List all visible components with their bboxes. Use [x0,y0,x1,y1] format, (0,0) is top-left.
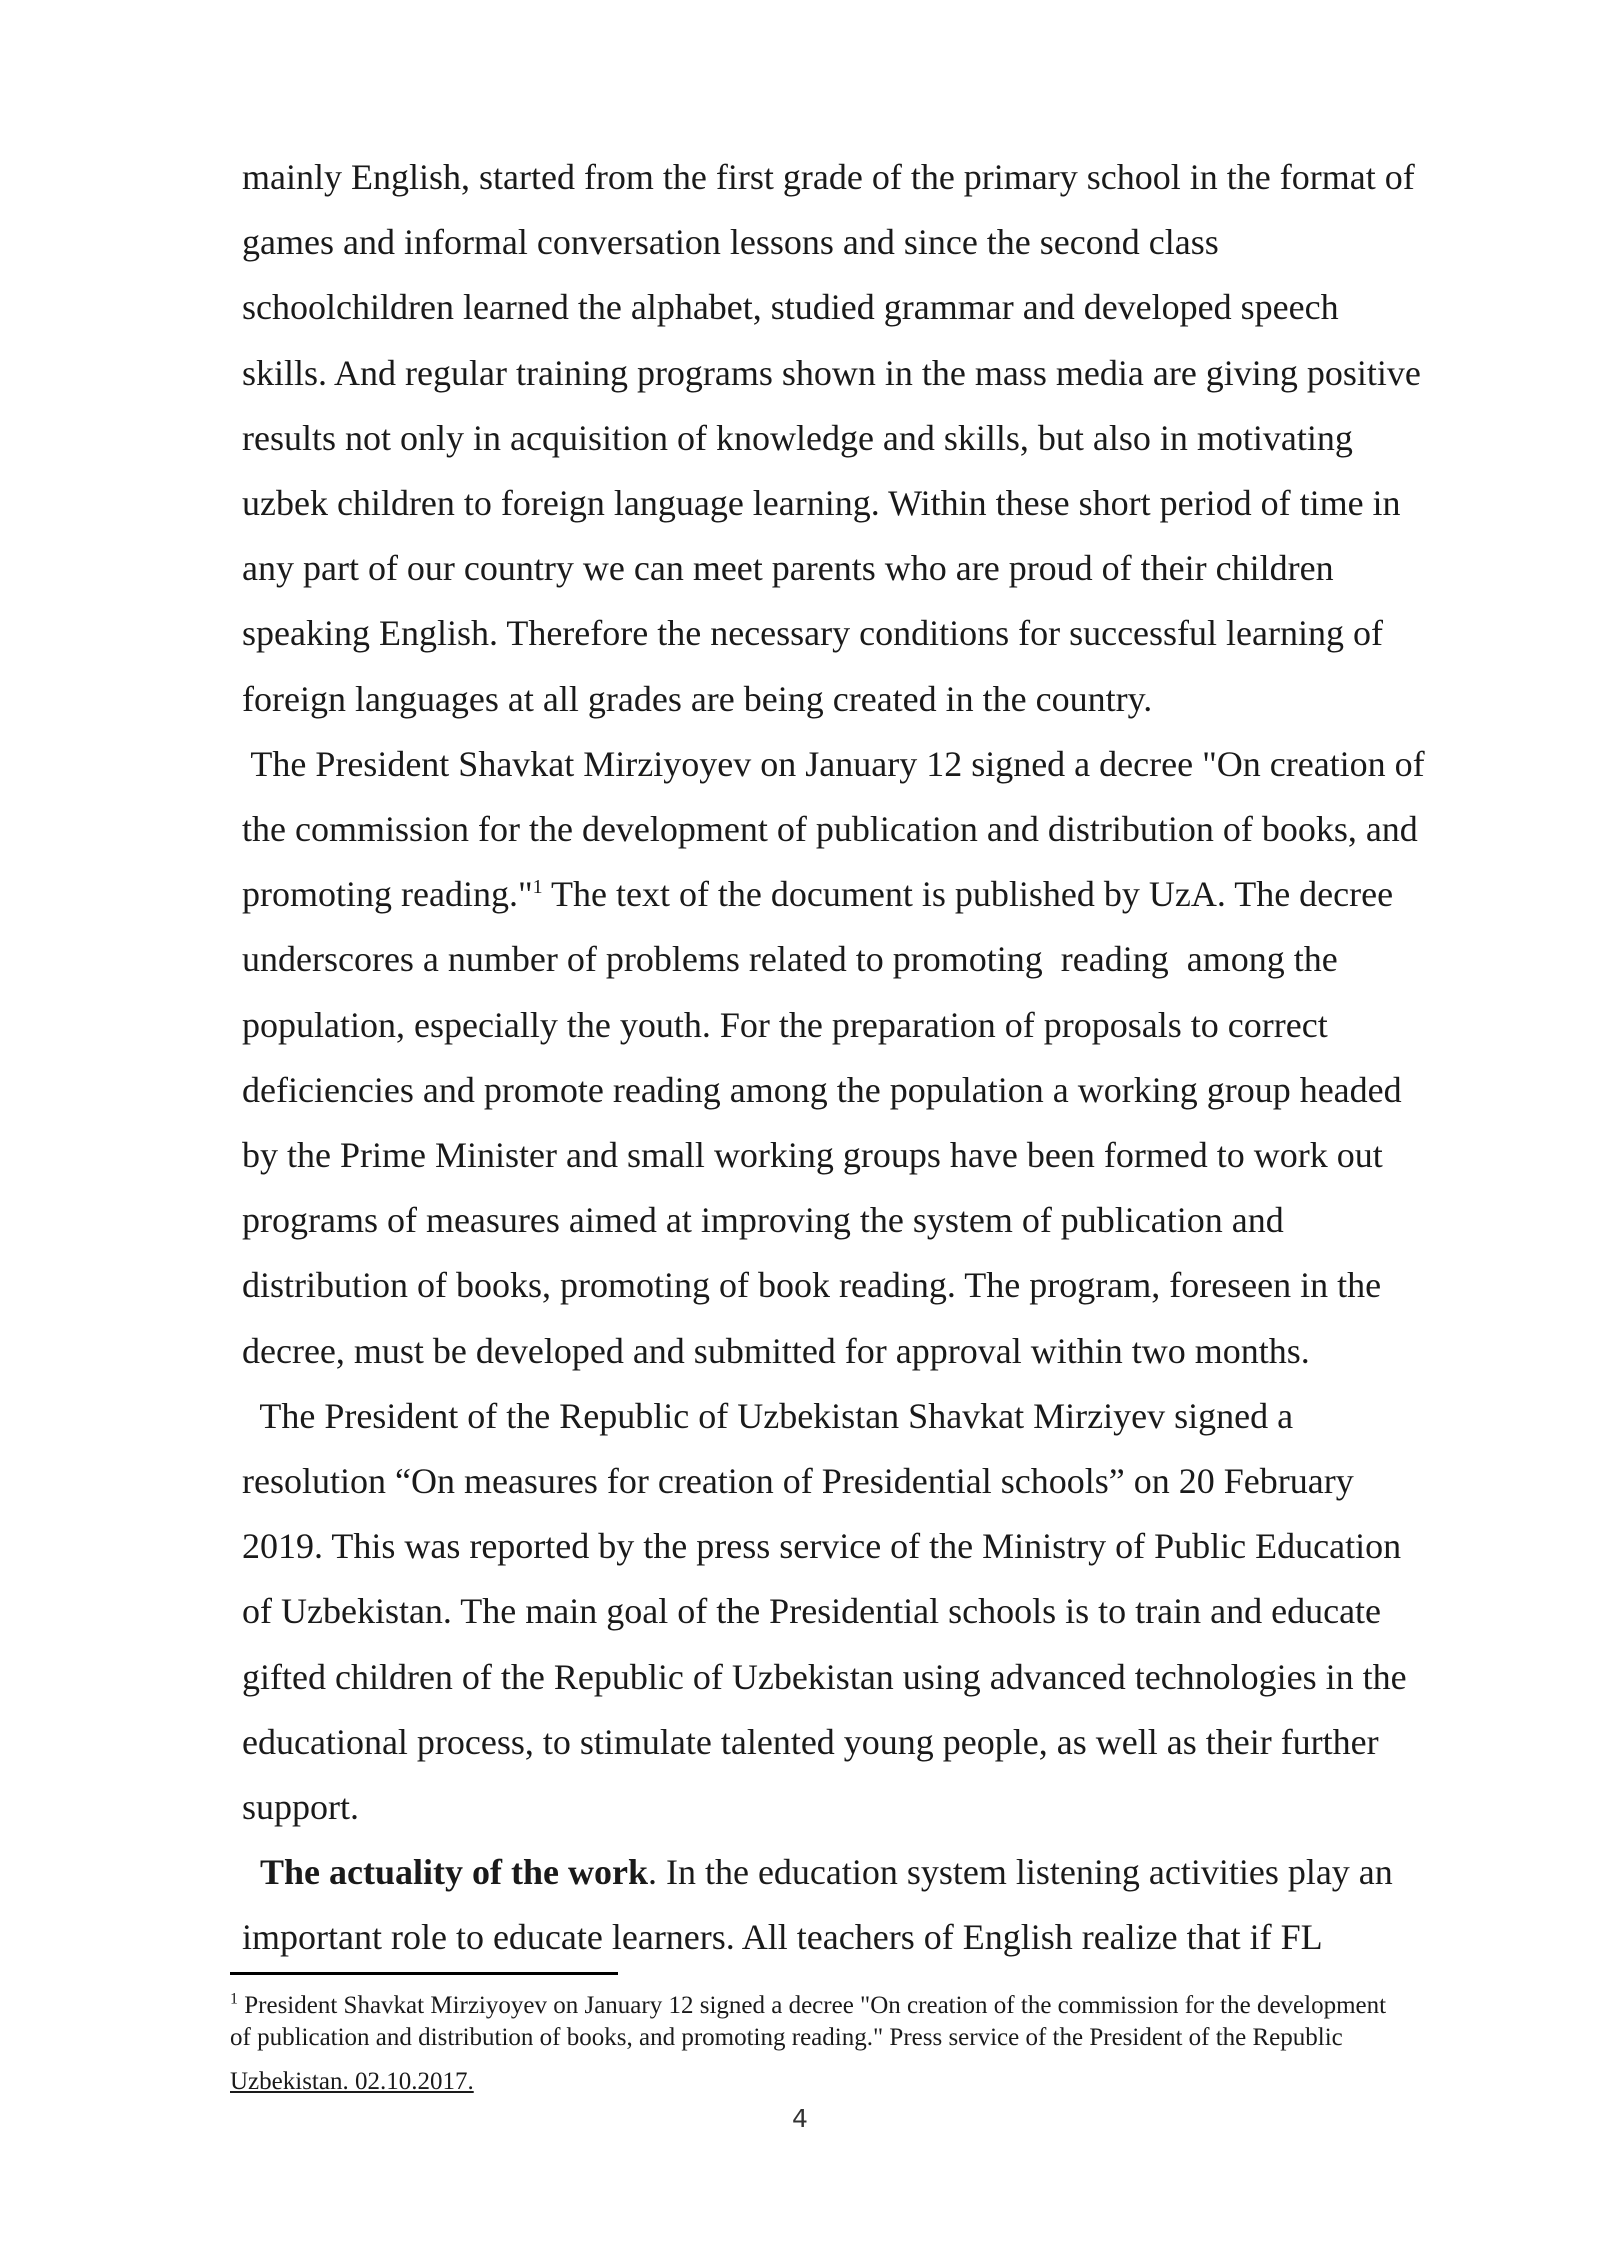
text-segment: . In the education system listening activities play an [647,1852,1393,1893]
text-line: of Uzbekistan. The main goal of the Presidential schools is to train and educate [242,1591,1382,1632]
footnote-line: of publication and distribution of books, and promoting reading." Press service of the President of the Republic [230,2024,1343,2051]
footnote-line [230,1990,1490,2022]
footnote-text: President Shavkat Mirziyoyev on January 12 signed a decree "On creation of the commission for the development [238,1992,1387,2019]
text-line: schoolchildren learned the alphabet, studied grammar and developed speech [242,287,1339,328]
text-line: programs of measures aimed at improving the system of publication and [242,1200,1284,1241]
text-line: population, especially the youth. For the preparation of proposals to correct [242,1004,1328,1045]
text-line: any part of our country we can meet parents who are proud of their children [242,548,1334,589]
text-line: skills. And regular training programs shown in the mass media are giving positive [242,352,1421,393]
page-number: 4 [792,2104,808,2133]
paragraph-2 [242,732,1492,1384]
body-text [242,145,1492,1971]
text-line: mainly English, started from the first grade of the primary school in the format of [242,157,1415,197]
paragraph-4 [242,1840,1492,1970]
footnote-source-link[interactable]: Uzbekistan. 02.10.2017. [230,2068,474,2095]
footnote [230,1990,1490,2098]
text-line: resolution “On measures for creation of Presidential schools” on 20 February [242,1461,1354,1502]
text-line: speaking English. Therefore the necessary conditions for successful learning of [242,613,1383,654]
text-line: gifted children of the Republic of Uzbekistan using advanced technologies in the [242,1656,1407,1697]
text-line: uzbek children to foreign language learning. Within these short period of time in [242,483,1401,524]
text-line: games and informal conversation lessons and since the second class [242,222,1219,263]
text-line [242,1840,1492,1905]
footnote-separator [230,1972,618,1975]
text-line: foreign languages at all grades are being created in the country. [242,678,1153,719]
text-segment: promoting reading." [242,874,533,915]
text-line: support. [242,1787,359,1828]
text-line [242,862,1492,927]
text-line: distribution of books, promoting of book reading. The program, foreseen in the [242,1265,1382,1306]
text-line: 2019. This was reported by the press service of the Ministry of Public Education [242,1526,1402,1567]
section-heading-inline: The actuality of the work [260,1852,648,1893]
footnote-number: 1 [230,1990,238,2008]
text-line: The President Shavkat Mirziyoyev on January 12 signed a decree "On creation of [242,743,1425,784]
text-line: results not only in acquisition of knowledge and skills, but also in motivating [242,417,1353,458]
text-line: deficiencies and promote reading among the population a working group headed [242,1069,1402,1110]
paragraph-1 [242,145,1492,732]
text-line: underscores a number of problems related to promoting reading among the [242,939,1338,980]
text-segment: The text of the document is published by UzA. The decree [542,874,1394,915]
paragraph-3 [242,1384,1492,1840]
text-line: important role to educate learners. All teachers of English realize that if FL [242,1917,1323,1958]
text-line: the commission for the development of publication and distribution of books, and [242,809,1418,850]
text-line: The President of the Republic of Uzbekistan Shavkat Mirziyev signed a [242,1395,1294,1436]
text-line: decree, must be developed and submitted for approval within two months. [242,1330,1310,1371]
text-line: educational process, to stimulate talented young people, as well as their further [242,1721,1379,1762]
footnote-reference[interactable]: 1 [532,876,543,899]
text-line: by the Prime Minister and small working groups have been formed to work out [242,1135,1383,1176]
